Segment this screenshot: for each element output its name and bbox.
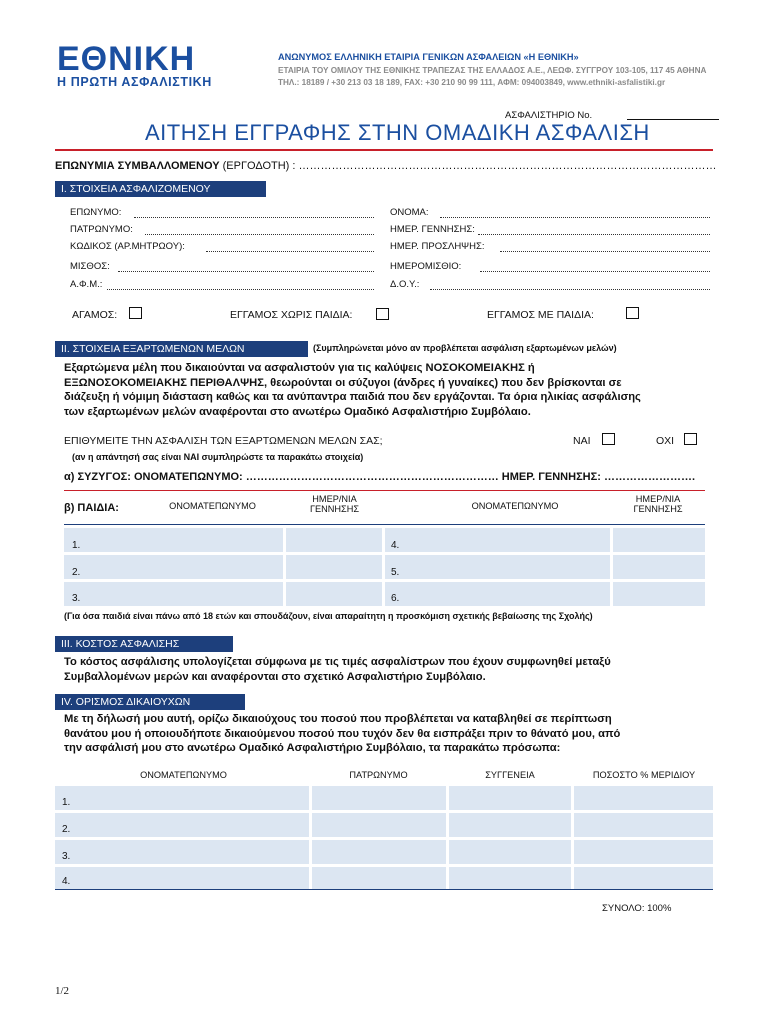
tax-id-label: Α.Φ.Μ.:	[70, 279, 103, 290]
child-3-name-cell[interactable]	[64, 582, 283, 606]
children-table-header-rule	[64, 524, 705, 525]
dependents-question: ΕΠΙΘΥΜΕΙΤΕ ΤΗΝ ΑΣΦΑΛΙΣΗ ΤΩΝ ΕΞΑΡΤΩΜΕΝΩΝ ΜΕΛΩΝ ΣΑΣ;	[64, 435, 383, 447]
hire-date-field[interactable]	[500, 251, 710, 252]
beneficiary-4-name-cell[interactable]	[55, 867, 309, 889]
col-dob-line1: ΗΜΕΡ/ΝΙΑ	[635, 494, 681, 504]
child-row-number: 5.	[391, 567, 400, 578]
children-col-dob-right	[612, 494, 704, 514]
beneficiary-1-father-cell[interactable]	[312, 786, 446, 810]
cost-description	[64, 655, 705, 684]
beneficiary-total: ΣΥΝΟΛΟ: 100%	[602, 903, 672, 914]
status-married-kids-label: ΕΓΓΑΜΟΣ ΜΕ ΠΑΙΔΙΑ:	[487, 309, 594, 321]
company-name: ΑΝΩΝΥΜΟΣ ΕΛΛΗΝΙΚΗ ΕΤΑΙΡΙΑ ΓΕΝΙΚΩΝ ΑΣΦΑΛΕΙΩΝ «Η ΕΘΝΙΚΗ»	[278, 52, 579, 62]
beneficiary-2-father-cell[interactable]	[312, 813, 446, 837]
tax-office-label: Δ.Ο.Υ.:	[390, 279, 420, 290]
col-dob-line2: ΓΕΝΝΗΣΗΣ	[633, 504, 683, 514]
col-dob-line1: ΗΜΕΡ/ΝΙΑ	[312, 494, 357, 504]
children-col-name-right: ΟΝΟΜΑΤΕΠΩΝΥΜΟ	[471, 501, 559, 511]
tax-office-field[interactable]	[430, 289, 710, 290]
child-1-dob-cell[interactable]	[286, 528, 382, 552]
dependents-description	[64, 361, 705, 419]
daily-wage-field[interactable]	[480, 271, 710, 272]
insurance-number-label: ΑΣΦΑΛΙΣΤΗΡΙΟ No.	[505, 110, 593, 121]
company-address: ΕΤΑΙΡΙΑ ΤΟΥ ΟΜΙΛΟΥ ΤΗΣ ΕΘΝΙΚΗΣ ΤΡΑΠΕΖΑΣ ΤΗΣ ΕΛΛΑΔΟΣ Α.Ε., ΛΕΩΦ. ΣΥΓΓΡΟΥ 103-105, 117 45 ΑΘΗΝΑ	[278, 66, 707, 75]
beneficiary-col-father: ΠΑΤΡΩΝΥΜΟ	[349, 770, 408, 780]
company-logo: ΕΘΝΙΚΗ	[57, 40, 196, 78]
company-contact: ΤΗΛ.: 18189 / +30 213 03 18 189, FAX: +30 210 90 99 111, ΑΦΜ: 094003849, www.ethniki-asfalistiki.gr	[278, 78, 666, 87]
status-single-checkbox[interactable]	[129, 307, 142, 319]
employer-label: ΕΠΩΝΥΜΙΑ ΣΥΜΒΑΛΛΟΜΕΝΟΥ	[55, 160, 220, 172]
child-1-name-cell[interactable]	[64, 528, 283, 552]
child-4-dob-cell[interactable]	[613, 528, 705, 552]
title-rule	[55, 149, 713, 151]
beneficiary-col-percent: ΠΟΣΟΣΤΟ % ΜΕΡΙΔΙΟΥ	[592, 770, 696, 780]
employee-code-label: ΚΩΔΙΚΟΣ (ΑΡ.ΜΗΤΡΩΟΥ):	[70, 241, 185, 252]
tax-id-field[interactable]	[107, 289, 374, 290]
father-name-field[interactable]	[145, 234, 374, 235]
yes-label: ΝΑΙ	[573, 435, 591, 447]
beneficiaries-description	[64, 712, 705, 756]
child-6-name-cell[interactable]	[385, 582, 610, 606]
beneficiary-row-number: 4.	[62, 876, 71, 887]
dependents-note: (Συμπληρώνεται μόνο αν προβλέπεται ασφάλιση εξαρτωμένων μελών)	[313, 343, 617, 353]
status-married-kids-checkbox[interactable]	[626, 307, 639, 319]
dependents-description-line: ΕΞΩΝΟΣΟΚΟΜΕΙΑΚΗΣ ΠΕΡΙΘΑΛΨΗΣ, θεωρούνται οι σύζυγοι (άνδρες ή γυναίκες) που δεν βρίσκονται σε	[64, 376, 622, 389]
beneficiary-3-father-cell[interactable]	[312, 840, 446, 864]
beneficiary-1-percent-cell[interactable]	[574, 786, 713, 810]
status-married-no-kids-checkbox[interactable]	[376, 308, 389, 320]
child-3-dob-cell[interactable]	[286, 582, 382, 606]
beneficiary-4-percent-cell[interactable]	[574, 867, 713, 889]
beneficiaries-description-line: θανάτου μου ή οποιουδήποτε δικαιούμενου ποσού που τυχόν δεν θα εισπράξει πριν το θάνατό μου, από	[64, 727, 621, 740]
child-2-name-cell[interactable]	[64, 555, 283, 579]
beneficiary-3-name-cell[interactable]	[55, 840, 309, 864]
page-number: 1/2	[55, 985, 70, 997]
beneficiary-1-relation-cell[interactable]	[449, 786, 571, 810]
beneficiary-4-relation-cell[interactable]	[449, 867, 571, 889]
child-row-number: 2.	[72, 567, 81, 578]
first-name-field[interactable]	[440, 217, 710, 218]
children-col-dob-left	[287, 494, 382, 514]
beneficiary-col-relation: ΣΥΓΓΕΝΕΙΑ	[485, 770, 535, 780]
employee-code-field[interactable]	[206, 251, 374, 252]
beneficiary-row-number: 1.	[62, 797, 71, 808]
dependents-description-line: των εξαρτωμένων μελών αναφέρονται στο ανωτέρω Ομαδικό Ασφαλιστήριο Συμβόλαιο.	[64, 405, 531, 418]
child-4-name-cell[interactable]	[385, 528, 610, 552]
beneficiary-2-percent-cell[interactable]	[574, 813, 713, 837]
children-col-name-left: ΟΝΟΜΑΤΕΠΩΝΥΜΟ	[169, 501, 256, 511]
beneficiary-2-relation-cell[interactable]	[449, 813, 571, 837]
child-5-name-cell[interactable]	[385, 555, 610, 579]
beneficiary-3-percent-cell[interactable]	[574, 840, 713, 864]
beneficiaries-description-line: Με τη δήλωσή μου αυτή, ορίζω δικαιούχους του ποσού που προβλέπεται να καταβληθεί σε περίπτωση	[64, 713, 612, 725]
dependents-description-line: Εξαρτώμενα μέλη που δικαιούνται να ασφαλιστούν για τις καλύψεις ΝΟΣΟΚΟΜΕΙΑΚΗΣ ή	[64, 362, 535, 374]
no-label: ΟΧΙ	[656, 435, 675, 447]
child-5-dob-cell[interactable]	[613, 555, 705, 579]
section-cost-header: III. ΚΟΣΤΟΣ ΑΣΦΑΛΙΣΗΣ	[55, 636, 233, 652]
logo-tagline: Η ΠΡΩΤΗ ΑΣΦΑΛΙΣΤΙΚΗ	[57, 75, 212, 89]
beneficiary-row-number: 2.	[62, 824, 71, 835]
section-dependents-header: II. ΣΤΟΙΧΕΙΑ ΕΞΑΡΤΩΜΕΝΩΝ ΜΕΛΩΝ	[55, 341, 308, 357]
salary-label: ΜΙΣΘΟΣ:	[70, 261, 110, 272]
salary-field[interactable]	[118, 271, 374, 272]
beneficiary-col-name: ΟΝΟΜΑΤΕΠΩΝΥΜΟ	[140, 770, 227, 780]
cost-description-line: Συμβαλλομένων μερών και αναφέρονται στο σχετικό Ασφαλιστήριο Συμβόλαιο.	[64, 670, 486, 683]
child-row-number: 6.	[391, 593, 400, 604]
beneficiary-4-father-cell[interactable]	[312, 867, 446, 889]
dependents-question-note: (αν η απάντησή σας είναι ΝΑΙ συμπληρώστε τα παρακάτω στοιχεία)	[72, 452, 364, 462]
employer-field[interactable]	[55, 160, 717, 172]
spouse-field[interactable]: α) ΣΥΖΥΓΟΣ: ΟΝΟΜΑΤΕΠΩΝΥΜΟ: …………………………………………………………… ΗΜΕΡ. ΓΕΝΝΗΣΗΣ: …………………….	[64, 471, 695, 483]
dependents-description-line: διάζευξη ή νόμιμη διάσταση καθώς και τα ανύπαντρα παιδιά που δεν εργάζονται. Τα όρια ηλικίας ασφάλισης	[64, 391, 641, 403]
children-label: β) ΠΑΙΔΙΑ:	[64, 502, 119, 514]
no-checkbox[interactable]	[684, 433, 697, 445]
surname-label: ΕΠΩΝΥΜΟ:	[70, 207, 122, 218]
form-title: ΑΙΤΗΣΗ ΕΓΓΡΑΦΗΣ ΣΤΗΝ ΟΜΑΔΙΚΗ ΑΣΦΑΛΙΣΗ	[145, 120, 650, 145]
first-name-label: ΟΝΟΜΑ:	[390, 207, 429, 218]
child-row-number: 4.	[391, 540, 400, 551]
child-row-number: 1.	[72, 540, 81, 551]
status-married-no-kids-label: ΕΓΓΑΜΟΣ ΧΩΡΙΣ ΠΑΙΔΙΑ:	[230, 309, 353, 321]
father-name-label: ΠΑΤΡΩΝΥΜΟ:	[70, 224, 133, 235]
beneficiary-1-name-cell[interactable]	[55, 786, 309, 810]
daily-wage-label: ΗΜΕΡΟΜΙΣΘΙΟ:	[390, 261, 462, 272]
beneficiary-2-name-cell[interactable]	[55, 813, 309, 837]
yes-checkbox[interactable]	[602, 433, 615, 445]
beneficiary-3-relation-cell[interactable]	[449, 840, 571, 864]
children-table-top-rule	[64, 490, 705, 491]
beneficiary-table-bottom-rule	[55, 889, 713, 890]
birth-date-field[interactable]	[478, 234, 710, 235]
child-6-dob-cell[interactable]	[613, 582, 705, 606]
children-note: (Για όσα παιδιά είναι πάνω από 18 ετών και σπουδάζουν, είναι απαραίτητη η προσκόμιση σχετικής βεβαίωσης της Σχολής)	[64, 611, 593, 621]
employer-label-suffix: (ΕΡΓΟΔΟΤΗ) : ……………………………………………………………………………………………………	[219, 160, 717, 172]
cost-description-line: Το κόστος ασφάλισης υπολογίζεται σύμφωνα με τις τιμές ασφαλίστρων που έχουν συμφωνηθεί μεταξύ	[64, 656, 611, 668]
section-insured-header: I. ΣΤΟΙΧΕΙΑ ΑΣΦΑΛΙΖΟΜΕΝΟΥ	[55, 181, 266, 197]
hire-date-label: ΗΜΕΡ. ΠΡΟΣΛΗΨΗΣ:	[390, 241, 485, 252]
birth-date-label: ΗΜΕΡ. ΓΕΝΝΗΣΗΣ:	[390, 224, 475, 235]
beneficiary-row-number: 3.	[62, 851, 71, 862]
child-2-dob-cell[interactable]	[286, 555, 382, 579]
status-single-label: ΑΓΑΜΟΣ:	[72, 309, 118, 321]
child-row-number: 3.	[72, 593, 81, 604]
beneficiaries-description-line: την ασφάλισή μου στο ανωτέρω Ομαδικό Ασφαλιστήριο Συμβόλαιο, τα παρακάτω πρόσωπα:	[64, 742, 561, 754]
col-dob-line2: ΓΕΝΝΗΣΗΣ	[309, 504, 360, 514]
section-beneficiaries-header: IV. ΟΡΙΣΜΟΣ ΔΙΚΑΙΟΥΧΩΝ	[55, 694, 245, 710]
surname-field[interactable]	[134, 217, 374, 218]
